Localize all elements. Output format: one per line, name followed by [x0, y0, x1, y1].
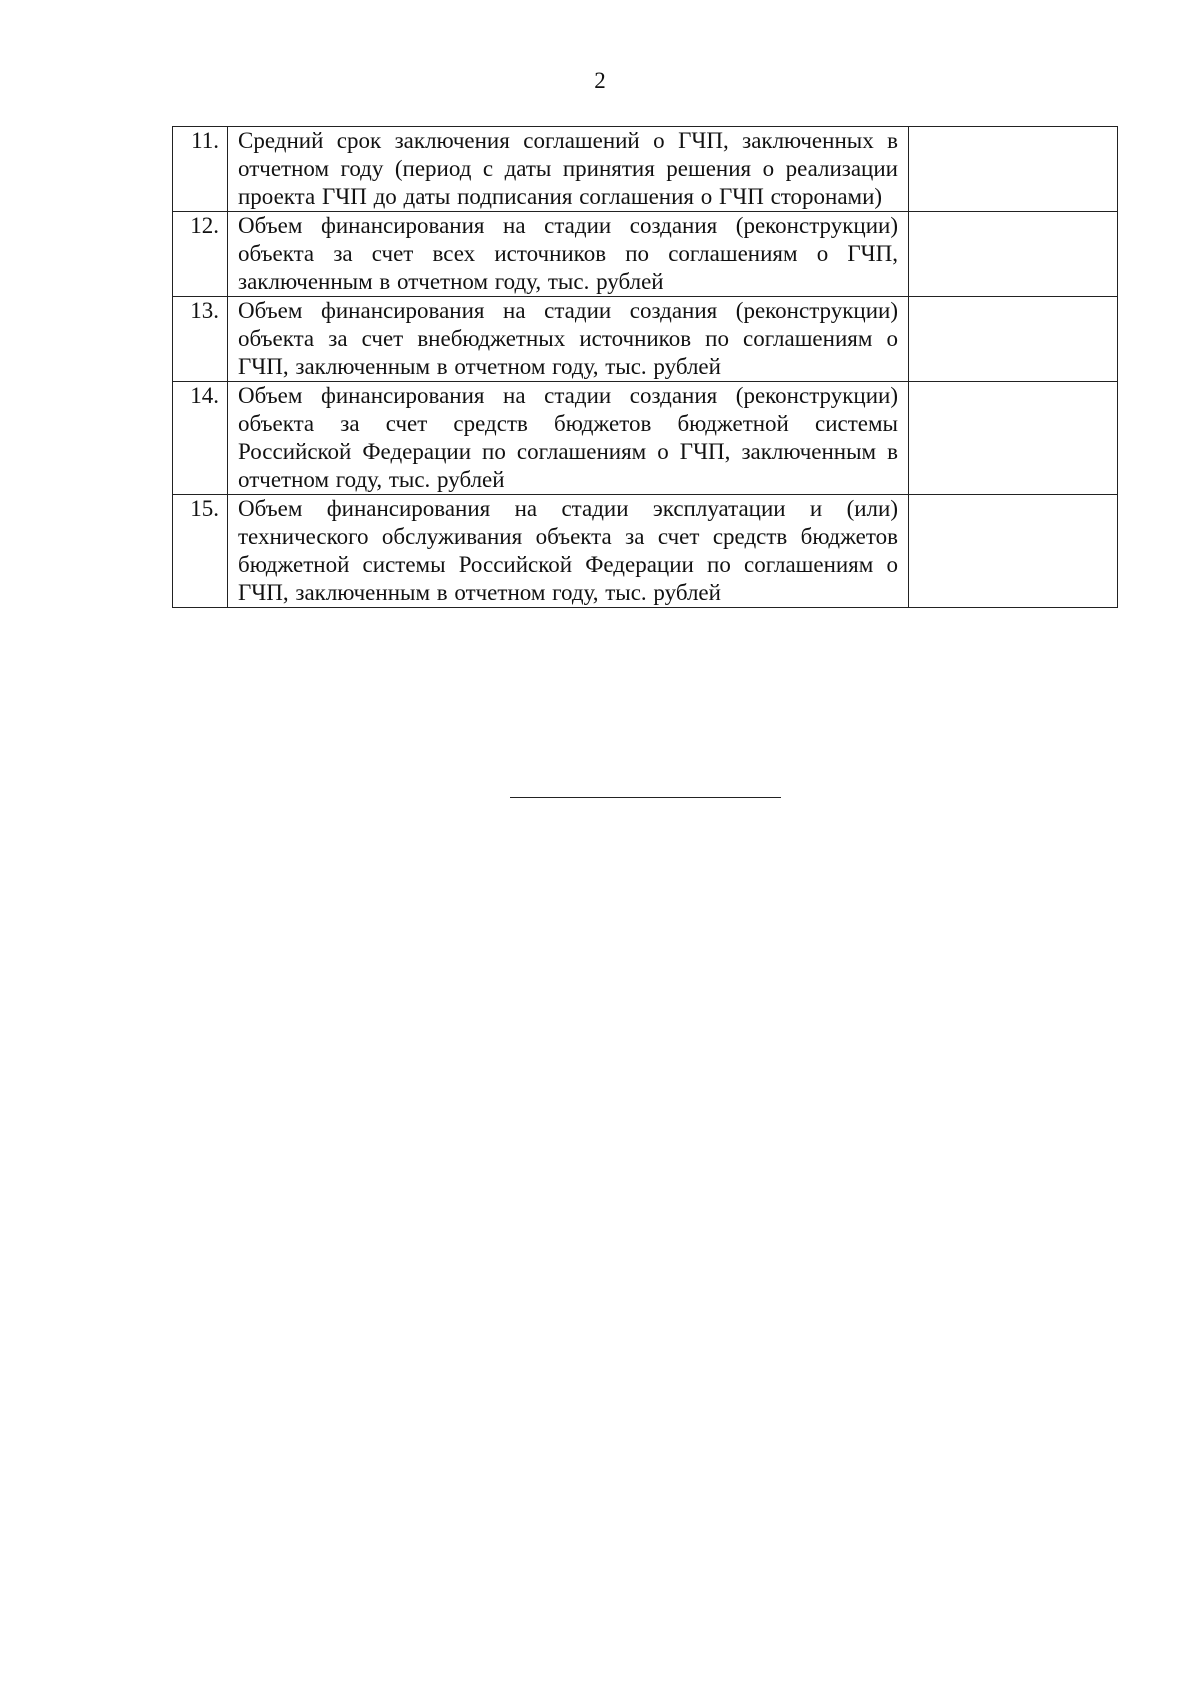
row-number: 11. [173, 127, 228, 212]
indicator-text: Средний срок заключения соглашений о ГЧП, заключенных в отчетном году (период с даты принятия решения о реализации проекта ГЧП до даты подписания соглашения о ГЧП сторонами) [228, 127, 909, 212]
indicator-value-cell [909, 297, 1118, 382]
indicator-value-cell [909, 127, 1118, 212]
indicator-value-cell [909, 382, 1118, 495]
indicators-table [172, 126, 1118, 608]
table-row [173, 495, 1118, 608]
indicator-text: Объем финансирования на стадии эксплуатации и (или) технического обслуживания объекта за счет средств бюджетов бюджетной системы Российской Федерации по соглашениям о ГЧП, заключенным в отчетном году, тыс. рублей [228, 495, 909, 608]
row-number: 12. [173, 212, 228, 297]
table-row [173, 212, 1118, 297]
indicator-text: Объем финансирования на стадии создания (реконструкции) объекта за счет внебюджетных источников по соглашениям о ГЧП, заключенным в отчетном году, тыс. рублей [228, 297, 909, 382]
end-of-document-rule [510, 797, 781, 798]
table-row [173, 297, 1118, 382]
table-row [173, 127, 1118, 212]
page-number: 2 [594, 68, 606, 93]
indicator-text: Объем финансирования на стадии создания (реконструкции) объекта за счет всех источников по соглашениям о ГЧП, заключенным в отчетном году, тыс. рублей [228, 212, 909, 297]
indicator-text: Объем финансирования на стадии создания (реконструкции) объекта за счет средств бюджетов бюджетной системы Российской Федерации по соглашениям о ГЧП, заключенным в отчетном году, тыс. рублей [228, 382, 909, 495]
indicator-value-cell [909, 212, 1118, 297]
indicator-value-cell [909, 495, 1118, 608]
row-number: 15. [173, 495, 228, 608]
row-number: 14. [173, 382, 228, 495]
table-row [173, 382, 1118, 495]
row-number: 13. [173, 297, 228, 382]
